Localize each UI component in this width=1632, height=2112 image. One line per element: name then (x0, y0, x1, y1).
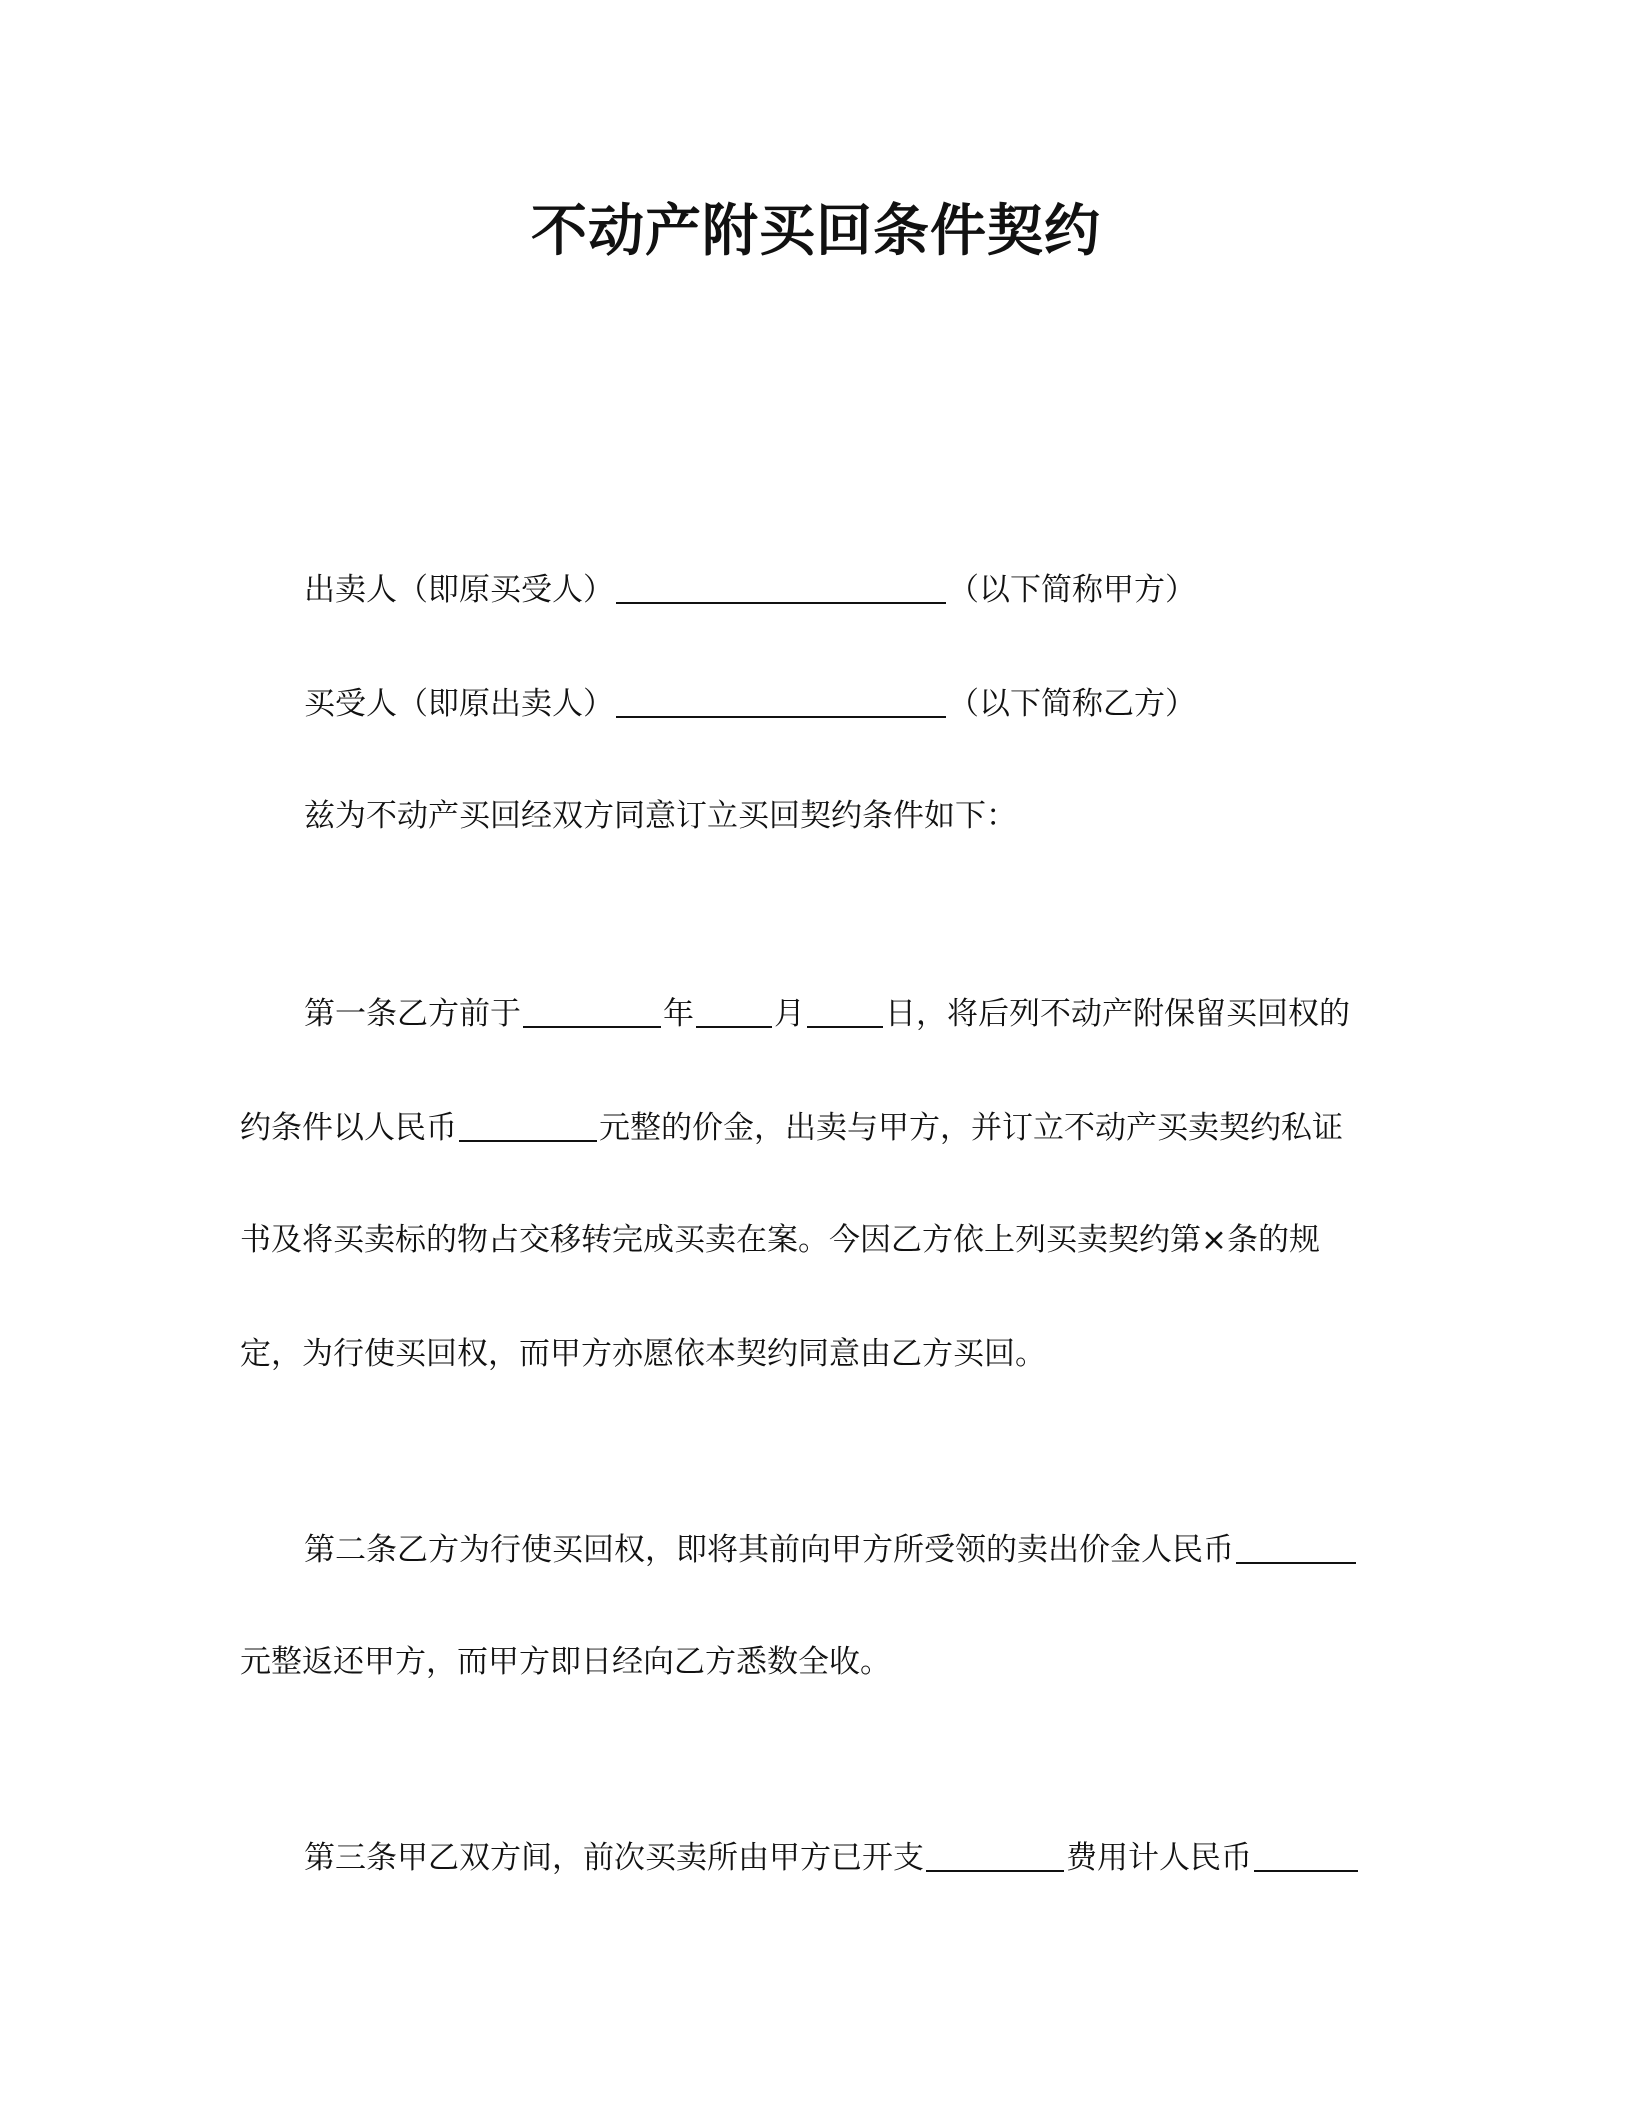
article2-text-a: 第二条乙方为行使买回权，即将其前向甲方所受领的卖出价金人民币 (304, 1532, 1234, 1568)
buyer-suffix: （以下简称乙方） (948, 686, 1196, 722)
month-label: 月 (774, 996, 805, 1032)
buyer-name-blank[interactable] (616, 680, 946, 718)
article1-text-d: 元整的价金，出卖与甲方，并订立不动产买卖契约私证 (599, 1110, 1343, 1146)
article1-line2 (240, 1104, 1400, 1150)
month-blank[interactable] (696, 990, 772, 1028)
article2-line1 (304, 1526, 1404, 1572)
buyer-line (304, 680, 1404, 726)
article1-line3: 书及将买卖标的物占交移转完成买卖在案。今因乙方依上列买卖契约第×条的规 (240, 1222, 1320, 1258)
article3-line1 (304, 1834, 1404, 1880)
day-blank[interactable] (807, 990, 883, 1028)
article3-text-a: 第三条甲乙双方间，前次买卖所由甲方已开支 (304, 1840, 924, 1876)
seller-suffix: （以下简称甲方） (948, 572, 1196, 608)
expense-amount-blank[interactable] (1254, 1834, 1358, 1872)
article2-line2: 元整返还甲方，而甲方即日经向乙方悉数全收。 (240, 1644, 891, 1680)
article1-text-b: 日，将后列不动产附保留买回权的 (885, 996, 1350, 1032)
seller-name-blank[interactable] (616, 566, 946, 604)
article1-line4: 定，为行使买回权，而甲方亦愿依本契约同意由乙方买回。 (240, 1336, 1046, 1372)
price-blank[interactable] (459, 1104, 597, 1142)
article1-text-a: 第一条乙方前于 (304, 996, 521, 1032)
seller-line (304, 566, 1404, 612)
document-title: 不动产附买回条件契约 (531, 199, 1101, 264)
article3-text-b: 费用计人民币 (1066, 1840, 1252, 1876)
year-label: 年 (663, 996, 694, 1032)
refund-amount-blank[interactable] (1236, 1526, 1356, 1564)
intro-line: 兹为不动产买回经双方同意订立买回契约条件如下： (304, 798, 1017, 834)
seller-label: 出卖人（即原买受人） (304, 572, 614, 608)
year-blank[interactable] (523, 990, 661, 1028)
article1-text-c: 约条件以人民币 (240, 1110, 457, 1146)
buyer-label: 买受人（即原出卖人） (304, 686, 614, 722)
article1-line1 (304, 990, 1404, 1036)
expense-item-blank[interactable] (926, 1834, 1064, 1872)
